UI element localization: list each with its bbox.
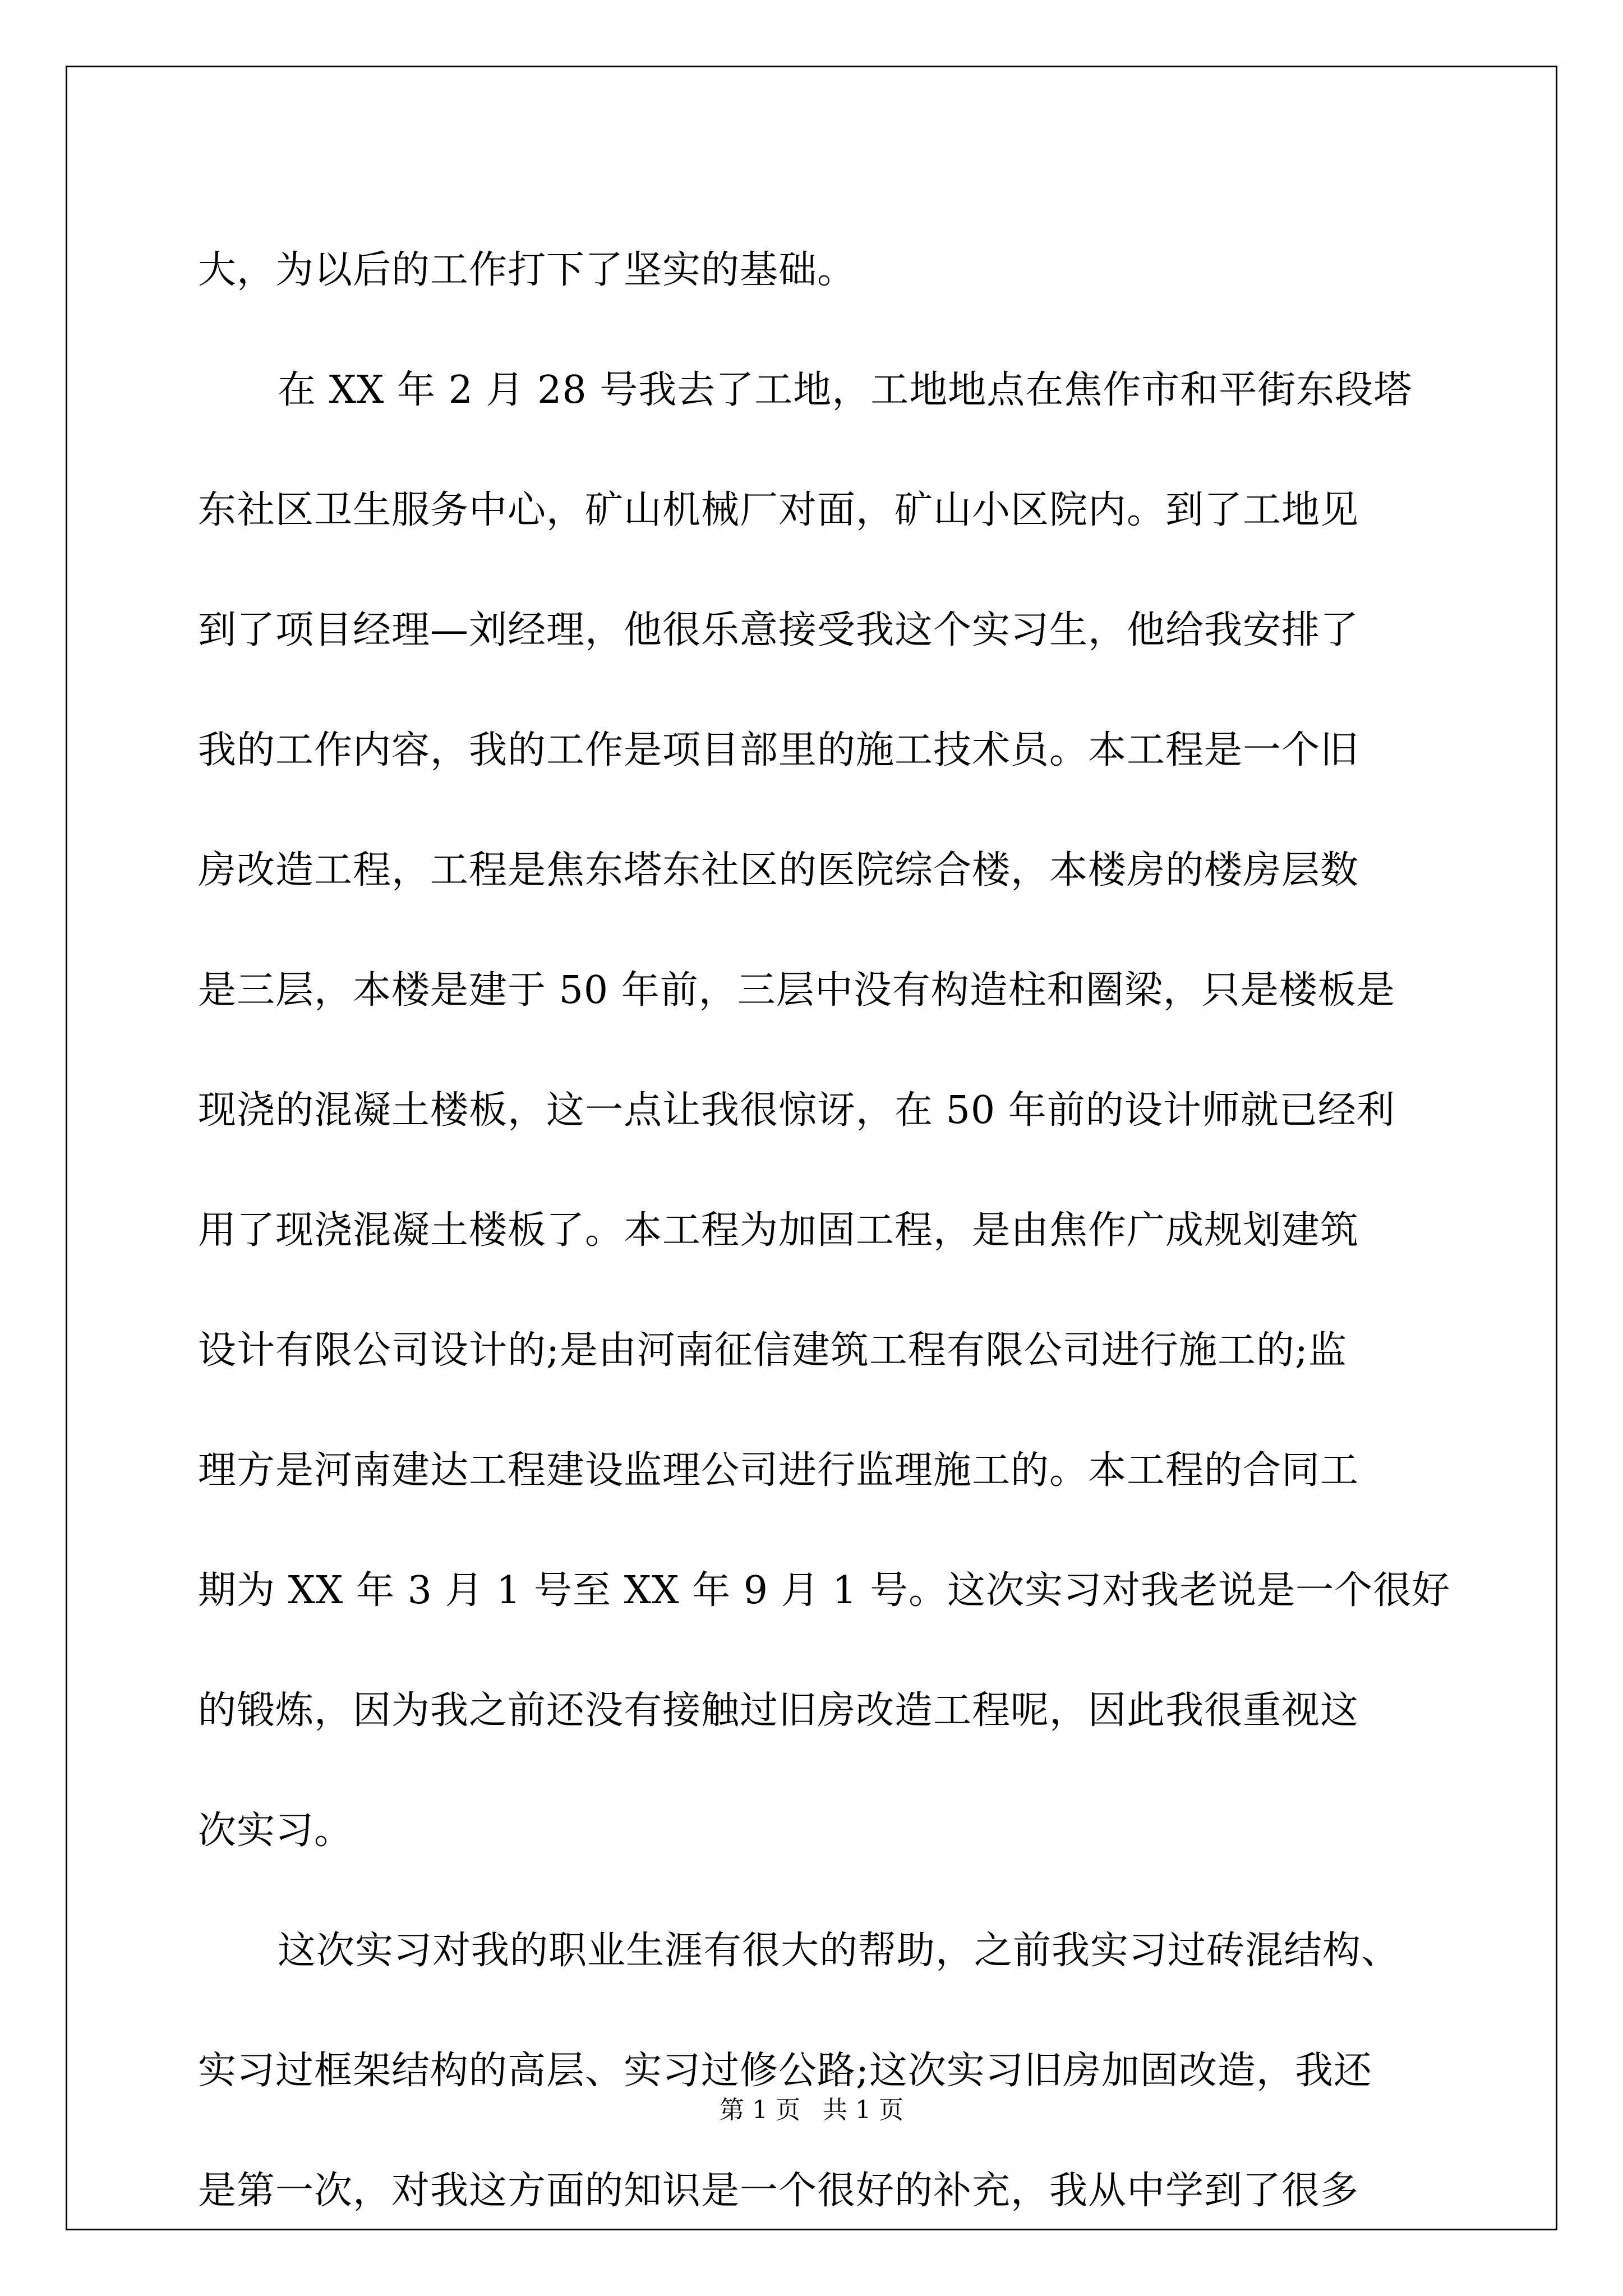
page-number: 第 1 页 [720, 2096, 800, 2124]
text-line: 在 XX 年 2 月 28 号我去了工地，工地地点在焦作市和平街东段塔 [278, 368, 1413, 412]
page-total: 共 1 页 [823, 2096, 903, 2124]
text-line: 是三层，本楼是建于 50 年前，三层中没有构造柱和圈梁，只是楼板是 [198, 968, 1395, 1013]
text-line: 我的工作内容，我的工作是项目部里的施工技术员。本工程是一个旧 [198, 728, 1359, 772]
page-footer [0, 2093, 1623, 2127]
text-line: 实习过框架结构的高层、实习过修公路;这次实习旧房加固改造，我还 [198, 2049, 1372, 2093]
text-line: 期为 XX 年 3 月 1 号至 XX 年 9 月 1 号。这次实习对我老说是一个很好 [198, 1568, 1451, 1613]
document-body [198, 210, 1451, 2251]
text-line: 是第一次，对我这方面的知识是一个很好的补充，我从中学到了很多 [198, 2169, 1359, 2213]
text-line: 到了项目经理—刘经理，他很乐意接受我这个实习生，他给我安排了 [198, 608, 1359, 652]
text-line: 次实习。 [198, 1809, 353, 1853]
text-line: 大，为以后的工作打下了坚实的基础。 [198, 248, 856, 292]
text-line: 用了现浇混凝土楼板了。本工程为加固工程，是由焦作广成规划建筑 [198, 1208, 1359, 1253]
text-line: 这次实习对我的职业生涯有很大的帮助，之前我实习过砖混结构、 [278, 1929, 1400, 1973]
text-line: 理方是河南建达工程建设监理公司进行监理施工的。本工程的合同工 [198, 1448, 1359, 1493]
text-line: 东社区卫生服务中心，矿山机械厂对面，矿山小区院内。到了工地见 [198, 488, 1359, 532]
text-line: 的锻炼，因为我之前还没有接触过旧房改造工程呢，因此我很重视这 [198, 1688, 1359, 1733]
text-line: 房改造工程，工程是焦东塔东社区的医院综合楼，本楼房的楼房层数 [198, 848, 1359, 892]
text-line: 设计有限公司设计的;是由河南征信建筑工程有限公司进行施工的;监 [198, 1328, 1347, 1373]
text-line: 现浇的混凝土楼板，这一点让我很惊讶，在 50 年前的设计师就已经利 [198, 1088, 1395, 1133]
